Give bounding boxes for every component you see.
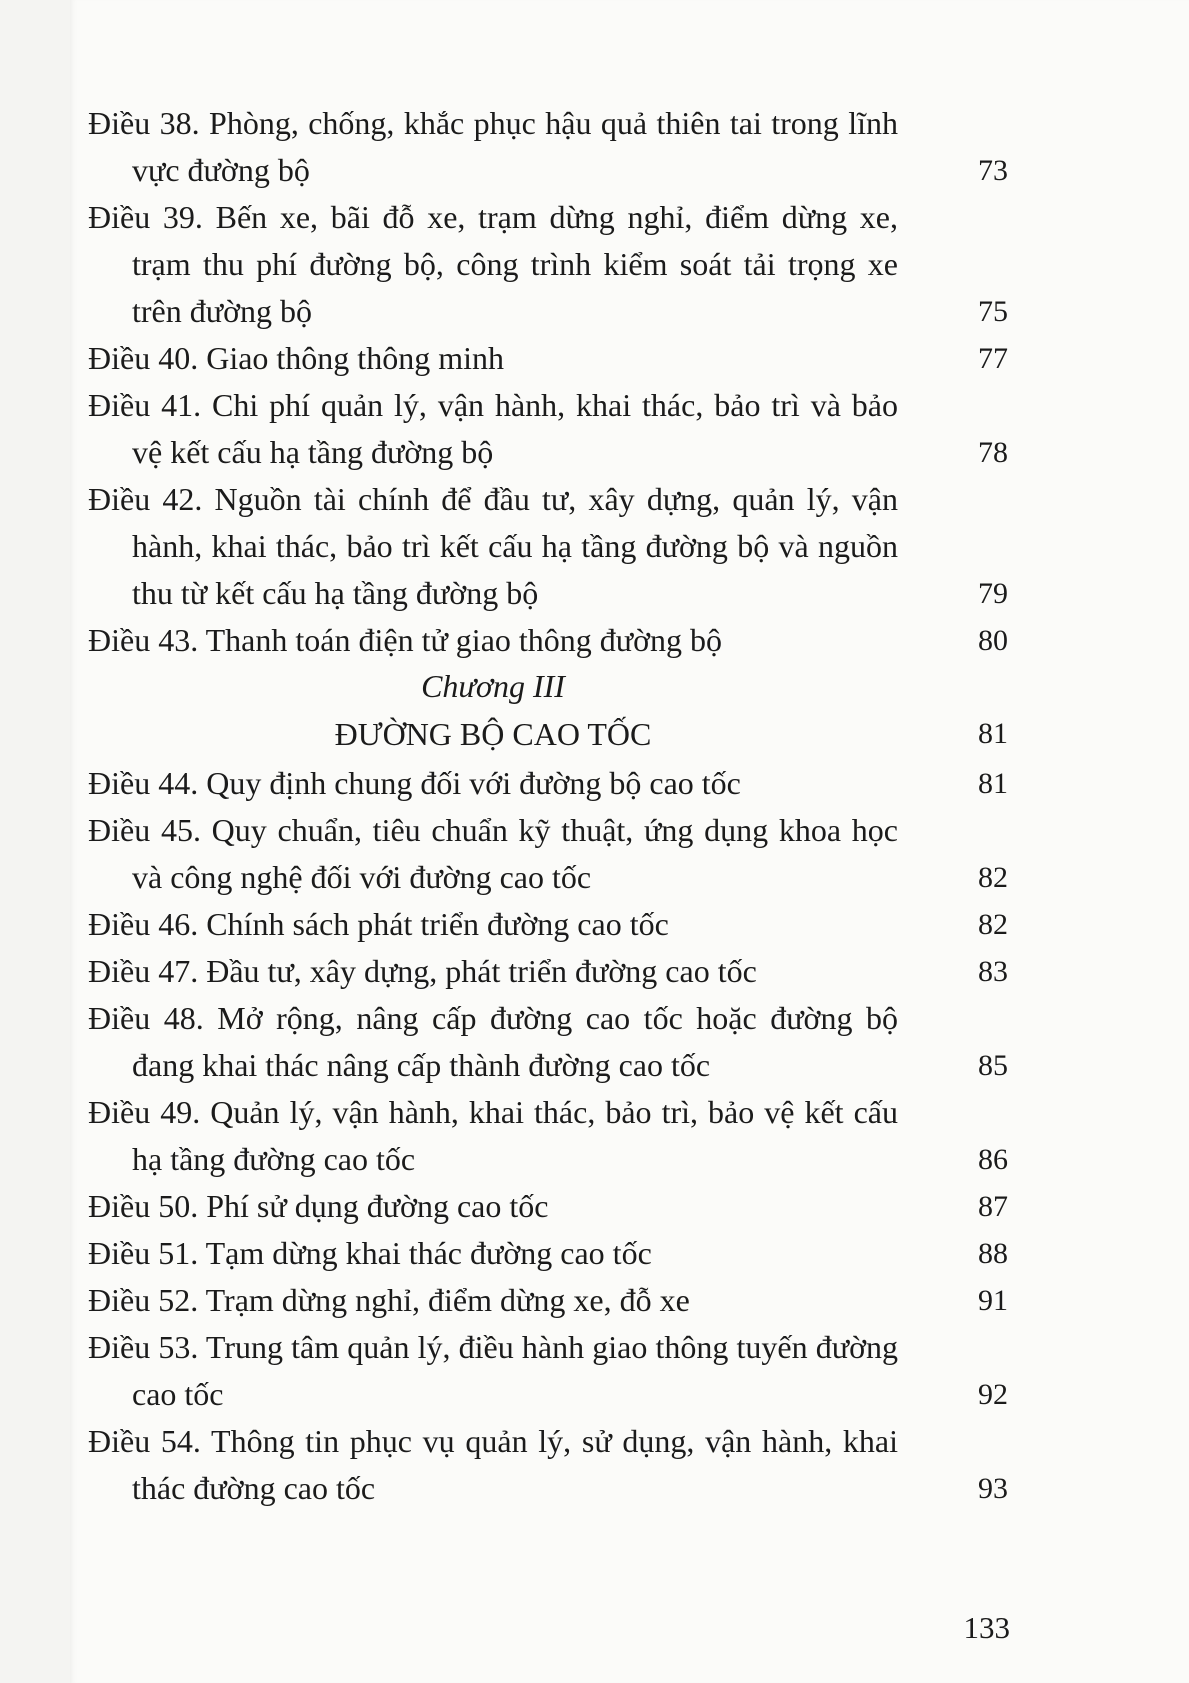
toc-entry [88, 476, 1008, 617]
toc-entry-page: 79 [978, 577, 1008, 610]
toc-entry-title: Điều 49. Quản lý, vận hành, khai thác, bảo trì, bảo vệ kết cấu hạ tầng đường cao tốc [88, 1094, 898, 1177]
toc-entry [88, 617, 1008, 664]
toc-entry-title: Điều 38. Phòng, chống, khắc phục hậu quả thiên tai trong lĩnh vực đường bộ [88, 105, 898, 188]
page-number: 133 [963, 1610, 1010, 1645]
toc-entry [88, 901, 1008, 948]
toc-entry-title: Điều 45. Quy chuẩn, tiêu chuẩn kỹ thuật, ứng dụng khoa học và công nghệ đối với đường cao tốc [88, 812, 898, 895]
toc-entry-title: Điều 51. Tạm dừng khai thác đường cao tốc [88, 1235, 652, 1271]
toc-entry-page: 75 [978, 295, 1008, 328]
toc-entry-title: Điều 39. Bến xe, bãi đỗ xe, trạm dừng nghỉ, điểm dừng xe, trạm thu phí đường bộ, công trình kiểm soát tải trọng xe trên đường bộ [88, 199, 898, 329]
chapter-heading [88, 708, 1008, 760]
toc-entry-title: Điều 43. Thanh toán điện tử giao thông đường bộ [88, 622, 723, 658]
chapter-page: 81 [978, 717, 1008, 750]
toc-entry-title: Điều 48. Mở rộng, nâng cấp đường cao tốc hoặc đường bộ đang khai thác nâng cấp thành đường cao tốc [88, 1000, 898, 1083]
table-of-contents [88, 100, 1008, 1512]
toc-entry-page: 73 [978, 154, 1008, 187]
toc-entry [88, 948, 1008, 995]
toc-entry [88, 1183, 1008, 1230]
toc-entry-page: 83 [978, 955, 1008, 988]
toc-entry-page: 93 [978, 1472, 1008, 1505]
toc-entry-title: Điều 44. Quy định chung đối với đường bộ cao tốc [88, 765, 741, 801]
toc-entry [88, 1324, 1008, 1418]
toc-entry-title: Điều 52. Trạm dừng nghỉ, điểm dừng xe, đỗ xe [88, 1282, 690, 1318]
toc-entry-page: 86 [978, 1143, 1008, 1176]
toc-entry [88, 760, 1008, 807]
toc-group-after [88, 760, 1008, 1512]
toc-entry-title: Điều 46. Chính sách phát triển đường cao tốc [88, 906, 669, 942]
toc-entry-title: Điều 54. Thông tin phục vụ quản lý, sử dụng, vận hành, khai thác đường cao tốc [88, 1423, 898, 1506]
toc-entry-page: 91 [978, 1284, 1008, 1317]
toc-entry-title: Điều 50. Phí sử dụng đường cao tốc [88, 1188, 549, 1224]
toc-entry [88, 995, 1008, 1089]
toc-entry [88, 382, 1008, 476]
toc-entry-page: 88 [978, 1237, 1008, 1270]
toc-entry [88, 1277, 1008, 1324]
toc-entry-page: 80 [978, 624, 1008, 657]
toc-entry [88, 194, 1008, 335]
toc-entry [88, 807, 1008, 901]
toc-entry [88, 335, 1008, 382]
toc-entry-page: 85 [978, 1049, 1008, 1082]
toc-entry-page: 87 [978, 1190, 1008, 1223]
chapter-label: Chương III [421, 668, 565, 704]
toc-entry-page: 82 [978, 861, 1008, 894]
toc-entry [88, 1418, 1008, 1512]
toc-entry-title: Điều 42. Nguồn tài chính để đầu tư, xây dựng, quản lý, vận hành, khai thác, bảo trì kết cấu hạ tầng đường bộ và nguồn thu từ kết cấu hạ tầng đường bộ [88, 481, 898, 611]
toc-entry-title: Điều 47. Đầu tư, xây dựng, phát triển đường cao tốc [88, 953, 757, 989]
toc-entry-page: 81 [978, 767, 1008, 800]
toc-entry-page: 82 [978, 908, 1008, 941]
toc-group-before [88, 100, 1008, 664]
toc-entry-title: Điều 41. Chi phí quản lý, vận hành, khai thác, bảo trì và bảo vệ kết cấu hạ tầng đường bộ [88, 387, 898, 470]
toc-entry-title: Điều 40. Giao thông thông minh [88, 340, 504, 376]
toc-entry-page: 78 [978, 436, 1008, 469]
chapter-title: ĐƯỜNG BỘ CAO TỐC [334, 716, 652, 752]
toc-entry-title: Điều 53. Trung tâm quản lý, điều hành giao thông tuyến đường cao tốc [88, 1329, 898, 1412]
toc-entry [88, 1230, 1008, 1277]
toc-entry [88, 1089, 1008, 1183]
toc-entry-page: 92 [978, 1378, 1008, 1411]
toc-entry-page: 77 [978, 342, 1008, 375]
toc-entry [88, 100, 1008, 194]
